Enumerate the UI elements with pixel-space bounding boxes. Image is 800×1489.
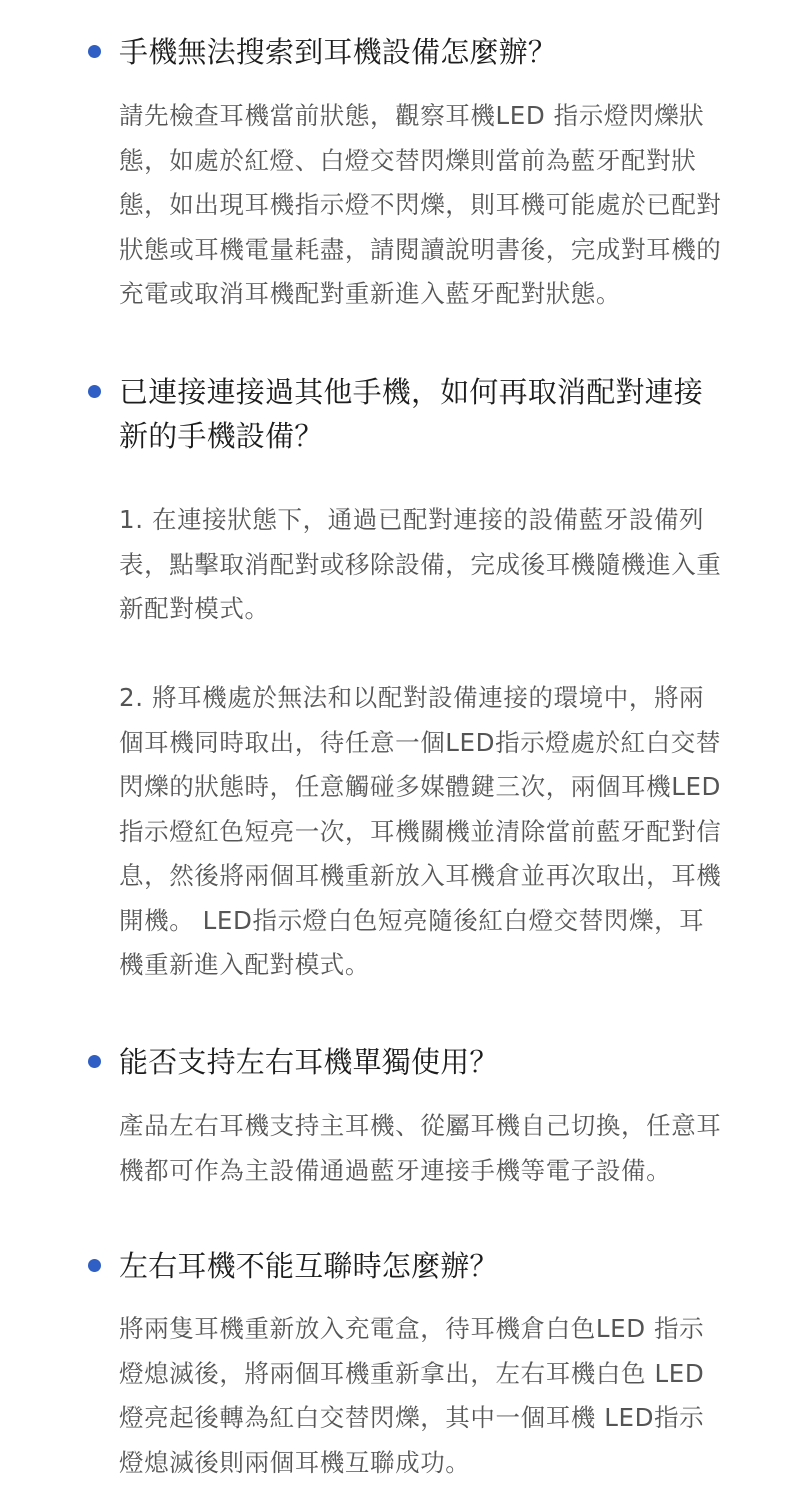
- answer-paragraph: 產品左右耳機支持主耳機、從屬耳機自己切換，任意耳機都可作為主設備通過藍牙連接手機等電子設備。: [119, 1111, 722, 1185]
- faq-question: 已連接連接過其他手機，如何再取消配對連接新的手機設備？: [119, 375, 704, 453]
- answer-paragraph: 1. 在連接狀態下，通過已配對連接的設備藍牙設備列表，點擊取消配對或移除設備，完成後耳機隨機進入重新配對模式。: [119, 505, 722, 623]
- bullet-icon: [88, 45, 101, 58]
- faq-answer: [119, 676, 729, 988]
- faq-question: 能否支持左右耳機單獨使用？: [119, 1045, 499, 1079]
- answer-paragraph: 將兩隻耳機重新放入充電盒，待耳機倉白色LED 指示燈熄滅後，將兩個耳機重新拿出，左右耳機白色 LED 燈亮起後轉為紅白交替閃爍，其中一個耳機 LED指示燈熄滅後則兩個耳機互聯成功。: [119, 1314, 705, 1477]
- faq-question: 手機無法搜索到耳機設備怎麼辦？: [119, 35, 558, 69]
- faq-answer: [119, 498, 729, 632]
- faq-answer: [119, 94, 729, 317]
- bullet-icon: [88, 1055, 101, 1068]
- faq-answer: [119, 1307, 729, 1485]
- faq-answer: [119, 1104, 729, 1193]
- faq-question: 左右耳機不能互聯時怎麼辦？: [119, 1249, 499, 1283]
- answer-paragraph: 2. 將耳機處於無法和以配對設備連接的環境中，將兩個耳機同時取出，待任意一個LED指示燈處於紅白交替閃爍的狀態時，任意觸碰多媒體鍵三次，兩個耳機LED 指示燈紅色短亮一次，耳機關機並清除當前藍牙配對信息，然後將兩個耳機重新放入耳機倉並再次取出，耳機開機。 LED指示燈白色短亮隨後紅白燈交替閃爍，耳機重新進入配對模式。: [119, 683, 722, 979]
- bullet-icon: [88, 1259, 101, 1272]
- answer-paragraph: 請先檢查耳機當前狀態，觀察耳機LED 指示燈閃爍狀態，如處於紅燈、白燈交替閃爍則當前為藍牙配對狀態，如出現耳機指示燈不閃爍，則耳機可能處於已配對狀態或耳機電量耗盡，請閱讀說明書後，完成對耳機的充電或取消耳機配對重新進入藍牙配對狀態。: [119, 101, 722, 308]
- bullet-icon: [88, 385, 101, 398]
